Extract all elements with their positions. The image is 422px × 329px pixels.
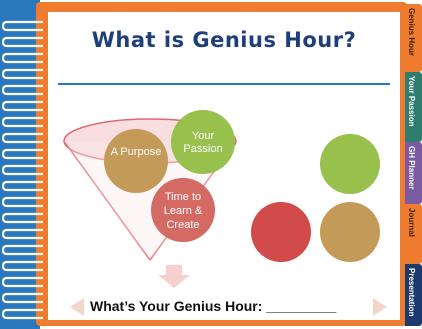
tab-journal[interactable] [405,204,422,264]
purpose-label: A Purpose [110,146,162,158]
down-arrow-icon [158,265,190,288]
tab-your-passion[interactable] [405,72,422,142]
prev-page-arrow-icon[interactable] [70,298,84,316]
tab-genius-hour[interactable] [405,4,422,72]
tab-label: Genius Hour [407,8,416,57]
red-circle [251,202,311,262]
genius-hour-prompt: What’s Your Genius Hour: _________ [90,298,337,314]
genius-hour-funnel-diagram [48,85,400,320]
passion-label: Your Passion [183,130,223,155]
spiral-binding [0,0,44,329]
tab-label: Journal [407,208,416,237]
tab-presentation[interactable] [405,264,422,326]
time-label: Time to Learn & Create [163,191,203,231]
tab-label: GH Planner [407,146,416,190]
tab-gh-planner[interactable] [405,142,422,204]
tab-label: Presentation [407,268,416,317]
purpose-circle [104,129,168,193]
tan-circle [320,202,380,262]
page-title: What is Genius Hour? [91,28,357,52]
tab-label: Your Passion [407,76,416,127]
green-circle [320,134,380,194]
